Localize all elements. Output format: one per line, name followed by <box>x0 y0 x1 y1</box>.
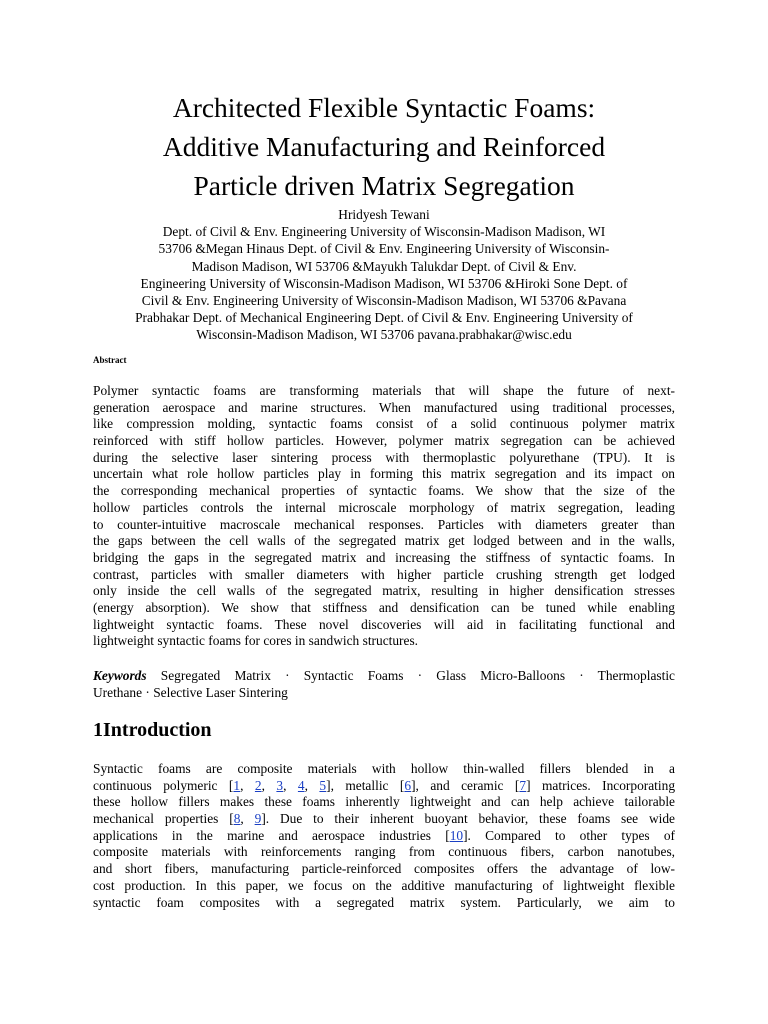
intro-text: ]. Compared to other types of <box>463 827 675 843</box>
author-line: 53706 &Megan Hinaus Dept. of Civil & Env. Engineering University of Wisconsin- <box>158 241 610 257</box>
keywords-text: Segregated Matrix · Syntactic Foams · Glass Micro-Balloons · Thermoplastic <box>146 668 675 683</box>
intro-line: and short fibers, manufacturing particle-reinforced composites offers the advantage of low- <box>93 861 675 877</box>
citation-link[interactable]: 9 <box>254 811 262 827</box>
abstract-line: bridging the gaps in the segregated matrix and increasing the stiffness of syntactic foams. In <box>93 549 675 565</box>
paper-title <box>0 88 768 205</box>
abstract-line: during the selective laser sintering process with thermoplastic polyurethane (TPU). It is <box>93 449 675 465</box>
author-block <box>80 206 688 344</box>
citation-link[interactable]: 5 <box>319 777 327 793</box>
citation-link[interactable]: 3 <box>276 777 284 793</box>
intro-line: syntactic foam composites with a segregated matrix system. Particularly, we aim to <box>93 894 675 910</box>
intro-text: applications in the marine and aerospace industries [ <box>93 827 450 843</box>
abstract-heading: Abstract <box>93 355 127 365</box>
intro-text: ] matrices. Incorporating <box>526 777 676 793</box>
abstract-line: (energy absorption). We show that stiffness and densification can be tuned while enabling <box>93 599 675 615</box>
intro-line: Syntactic foams are composite materials with hollow thin-walled fillers blended in a <box>93 761 675 776</box>
citation-link[interactable]: 7 <box>519 777 527 793</box>
author-line: Civil & Env. Engineering University of Wisconsin-Madison Madison, WI 53706 &Pavana <box>141 293 627 309</box>
intro-text: ], metallic [ <box>326 777 405 793</box>
author-line: Dept. of Civil & Env. Engineering University of Wisconsin-Madison Madison, WI <box>162 224 606 240</box>
intro-line: these hollow fillers makes these foams inherently lightweight and can help achieve tailorable <box>93 794 675 810</box>
keywords-block <box>93 668 675 701</box>
abstract-line: generation aerospace and marine structures. When manufactured using traditional processes, <box>93 399 675 415</box>
intro-line: mechanical properties [8, 9]. Due to their inherent buoyant behavior, these foams see wide <box>93 811 675 827</box>
intro-line: continuous polymeric [1, 2, 3, 4, 5], metallic [6], and ceramic [7] matrices. Incorporating <box>93 777 676 793</box>
abstract-line: like compression molding, syntactic foams consist of a solid continuous polymer matrix <box>93 416 675 432</box>
citation-link[interactable]: 2 <box>254 777 262 793</box>
citation-link[interactable]: 10 <box>449 827 464 843</box>
abstract-line: the corresponding mechanical properties of syntactic foams. We show that the size of the <box>93 483 675 499</box>
abstract-line: only inside the cell walls of the segregated matrix, resulting in higher densification stresses <box>93 583 675 599</box>
title-line: Additive Manufacturing and Reinforced <box>162 131 606 162</box>
keywords-label: Keywords <box>93 668 147 683</box>
section-heading: 1Introduction <box>93 719 212 741</box>
intro-line <box>93 828 675 845</box>
intro-text: mechanical properties [ <box>93 811 234 827</box>
intro-line: composite materials with reinforcements ranging from continuous fibers, carbon nanotubes, <box>93 844 675 860</box>
abstract-line: uncertain what role hollow particles play in forming this matrix segregation and its impact on <box>93 466 675 482</box>
author-line: Prabhakar Dept. of Mechanical Engineering Dept. of Civil & Env. Engineering University of <box>135 310 633 326</box>
introduction-body <box>93 761 675 911</box>
author-line: Engineering University of Wisconsin-Madison Madison, WI 53706 &Hiroki Sone Dept. of <box>140 275 628 291</box>
author-line: Madison Madison, WI 53706 &Mayukh Talukdar Dept. of Civil & Env. <box>191 258 577 274</box>
abstract-line: lightweight syntactic foams. These novel discoveries will aid in facilitating functional and <box>93 616 675 632</box>
intro-line: cost production. In this paper, we focus on the additive manufacturing of lightweight flexible <box>93 877 675 893</box>
intro-text: continuous polymeric [ <box>93 777 234 793</box>
keywords-line: Urethane · Selective Laser Sintering <box>93 684 288 700</box>
citation-link[interactable]: 6 <box>404 777 412 793</box>
abstract-line: Polymer syntactic foams are transforming materials that will shape the future of next- <box>93 383 675 398</box>
author-line: Hridyesh Tewani <box>338 207 430 222</box>
citation-link[interactable]: 8 <box>233 811 241 827</box>
abstract-line: reinforced with stiff hollow particles. However, polymer matrix segregation can be achieved <box>93 433 675 449</box>
author-line: Wisconsin-Madison Madison, WI 53706 pavana.prabhakar@wisc.edu <box>196 327 572 343</box>
abstract-line: hollow particles controls the internal microscale morphology of matrix segregation, leading <box>93 499 675 515</box>
abstract-line: contrast, particles with smaller diameters with higher particle crushing strength get lodged <box>93 566 675 582</box>
intro-text: ], and ceramic [ <box>411 777 520 793</box>
intro-text: ]. Due to their inherent buoyant behavior, these foams see wide <box>261 811 675 827</box>
abstract-line: the gaps between the cell walls of the segregated matrix get lodged between and in the walls, <box>93 533 675 549</box>
title-line: Architected Flexible Syntactic Foams: <box>172 92 596 123</box>
abstract-line: lightweight syntactic foams for cores in sandwich structures. <box>93 633 419 649</box>
title-line: Particle driven Matrix Segregation <box>193 170 575 201</box>
abstract-line: to counter-intuitive macroscale mechanical responses. Particles with diameters greater than <box>93 516 675 532</box>
citation-link[interactable]: 1 <box>233 777 241 793</box>
citation-link[interactable]: 4 <box>297 777 305 793</box>
abstract-body <box>93 383 675 650</box>
keywords-line <box>93 668 675 685</box>
